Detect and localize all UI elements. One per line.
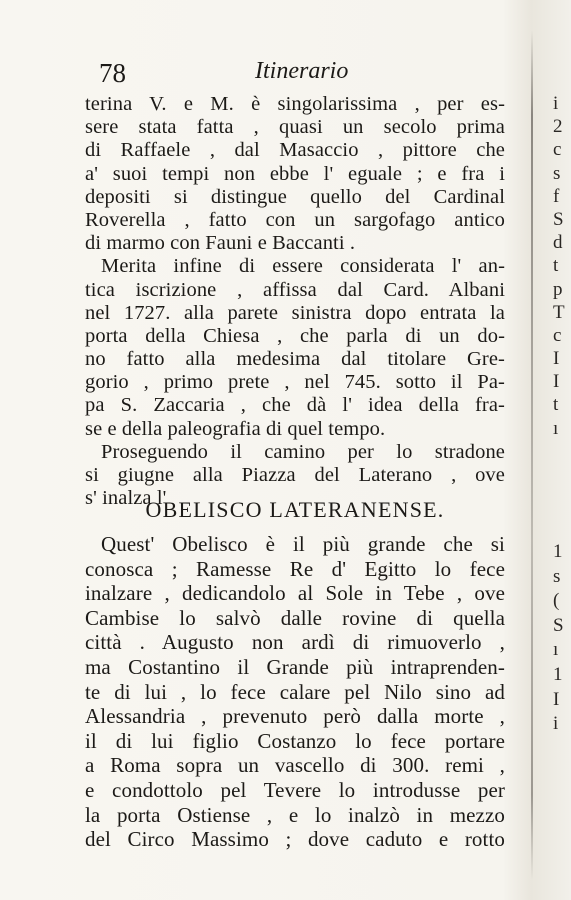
text-line: s' inalza l' xyxy=(85,487,167,510)
text-line: città . Augusto non ardì di rimuoverlo , xyxy=(85,630,505,655)
text-line: del Circo Massimo ; dove caduto e rotto xyxy=(85,827,505,852)
facing-page-glyph: p xyxy=(553,278,563,300)
facing-page-glyph: I xyxy=(553,688,560,710)
facing-page-fragments-top xyxy=(553,92,571,440)
facing-page-glyph: d xyxy=(553,232,563,254)
text-line: Proseguendo il camino per lo stradone xyxy=(101,440,505,463)
facing-page-glyph: s xyxy=(553,162,561,184)
book-gutter xyxy=(531,30,533,880)
facing-page-glyph: 2 xyxy=(553,116,563,138)
facing-page-glyph: ı xyxy=(553,639,559,661)
text-line: a Roma sopra un vascello di 300. remi , xyxy=(85,753,505,778)
text-line: si giugne alla Piazza del Laterano , ove xyxy=(85,464,505,486)
text-line: nel 1727. alla parete sinistra dopo entrata la xyxy=(85,301,505,324)
text-line: e condottolo pel Tevere lo introdusse per xyxy=(85,777,505,802)
facing-page-glyph: S xyxy=(553,614,564,636)
text-line: a' suoi tempi non ebbe l' eguale ; e fra i xyxy=(85,162,505,185)
page-header xyxy=(0,58,520,94)
facing-page-glyph: 1 xyxy=(553,663,563,685)
text-line: Quest' Obelisco è il più grande che si xyxy=(101,532,505,556)
facing-page-glyph: c xyxy=(553,139,562,161)
facing-page-glyph: 1 xyxy=(553,541,563,562)
facing-page-glyph: S xyxy=(553,208,564,230)
facing-page-glyph: c xyxy=(553,324,562,346)
facing-page-glyph: s xyxy=(553,565,561,587)
text-line: Roverella , fatto con un sargofago antico xyxy=(85,208,505,231)
facing-page-glyph: t xyxy=(553,394,559,416)
text-line: tica iscrizione , affissa dal Card. Albani xyxy=(85,278,505,301)
facing-page-fragments-bottom xyxy=(553,540,571,737)
page-number: 78 xyxy=(99,58,126,88)
facing-page-glyph: I xyxy=(553,348,560,370)
facing-page-glyph: T xyxy=(553,301,565,323)
facing-page-glyph: i xyxy=(553,713,559,735)
facing-page-glyph: t xyxy=(553,255,559,277)
facing-page-glyph: I xyxy=(553,371,560,393)
text-line: conosca ; Ramesse Re d' Egitto lo fece xyxy=(85,556,505,581)
text-line: se e della paleografia di quel tempo. xyxy=(85,417,386,440)
text-line: gorio , primo prete , nel 745. sotto il Pa- xyxy=(85,371,505,394)
text-line: di Raffaele , dal Masaccio , pittore che xyxy=(85,139,505,162)
text-line: sere stata fatta , quasi un secolo prima xyxy=(85,116,505,139)
facing-page-glyph: ı xyxy=(553,417,559,439)
text-line: il di lui figlio Costanzo lo fece portare xyxy=(85,728,505,753)
text-line: te di lui , lo fece calare pel Nilo sino ad xyxy=(85,679,505,704)
text-line: di marmo con Fauni e Baccanti . xyxy=(85,232,356,255)
running-head: Itinerario xyxy=(255,58,349,84)
text-line: Alessandria , prevenuto però dalla morte , xyxy=(85,704,505,729)
section-heading: OBELISCO LATERANENSE. xyxy=(145,497,445,522)
text-line: porta della Chiesa , che parla di un do- xyxy=(85,324,505,347)
text-line: Merita infine di essere considerata l' an- xyxy=(101,255,505,278)
facing-page-glyph: f xyxy=(553,185,560,207)
facing-page-glyph: i xyxy=(553,93,559,114)
text-line: la porta Ostiense , e lo inalzò in mezzo xyxy=(85,802,505,827)
text-line: Cambise lo salvò dalle rovine di quella xyxy=(85,605,505,630)
text-line: terina V. e M. è singolarissima , per es- xyxy=(85,93,505,115)
body-text-bottom xyxy=(85,532,505,852)
text-line: no fatto alla medesima dal titolare Gre- xyxy=(85,348,505,371)
text-line: depositi si distingue quello del Cardinal xyxy=(85,185,505,208)
body-text-top xyxy=(85,93,505,510)
text-line: inalzare , dedicandolo al Sole in Tebe , ove xyxy=(85,581,505,606)
text-line: ma Costantino il Grande più intraprenden- xyxy=(85,654,505,679)
text-line: pa S. Zaccaria , che dà l' idea della fra- xyxy=(85,394,505,417)
facing-page-glyph: ( xyxy=(553,590,560,612)
